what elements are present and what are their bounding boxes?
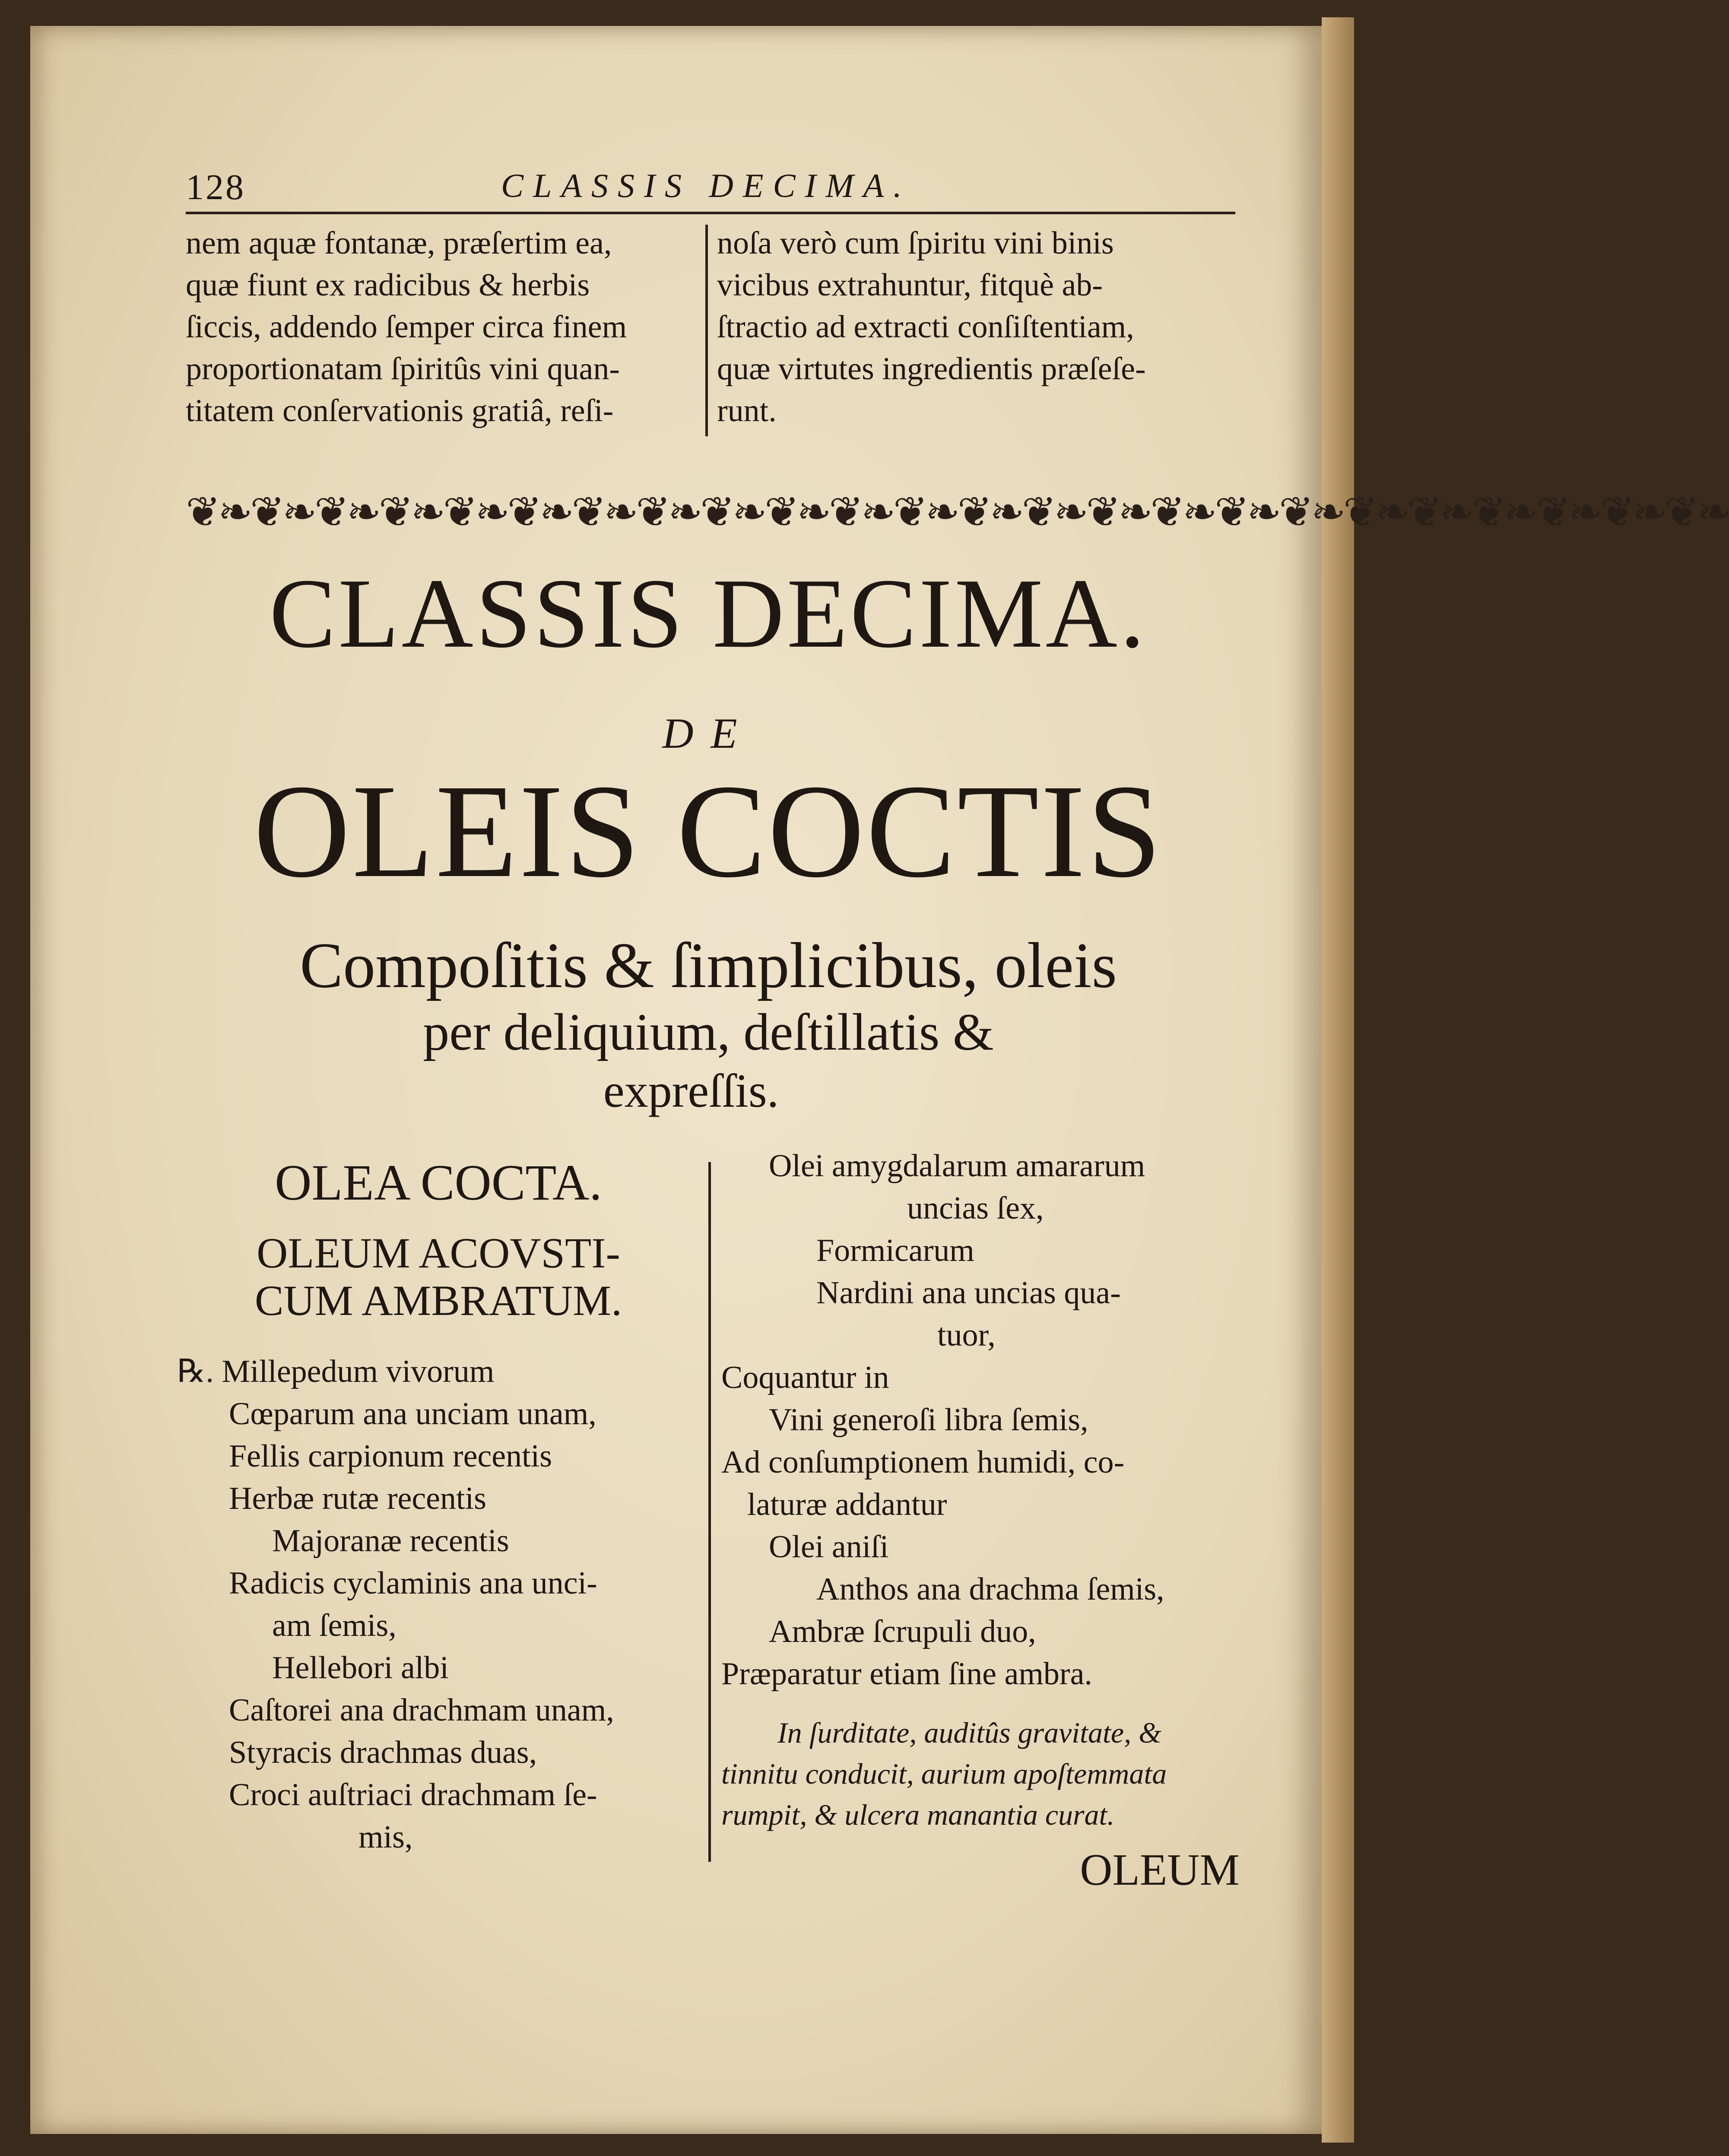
ingredient-line: ℞. Millepedum vivorum [177, 1354, 495, 1389]
ingredient-line: Croci auſtriaci drachmam ſe- [229, 1777, 597, 1813]
ingredient-line: Radicis cyclaminis ana unci- [229, 1565, 597, 1601]
recipe-right-column [721, 1145, 1240, 1896]
text-line: ſiccis, addendo ſemper circa finem [186, 309, 627, 345]
running-head [186, 166, 1231, 214]
ingredient-line: Anthos ana drachma ſemis, [816, 1572, 1164, 1607]
header-rule [186, 212, 1235, 214]
ingredient-line: Caſtorei ana drachmam unam, [229, 1692, 614, 1728]
heading-olea-cocta: OLEA COCTA. [275, 1154, 602, 1211]
text-line: vicibus extrahuntur, fitquè ab- [717, 267, 1103, 303]
ingredient-line: uncias ſex, [907, 1191, 1044, 1226]
note-line: rumpit, & ulcera manantia curat. [721, 1798, 1115, 1831]
ornament-icon: ❦❧❦❧❦❧❦❧❦❧❦❧❦❧❦❧❦❧❦❧❦❧❦❧❦❧❦❧❦❧❦❧❦❧❦❧❦❧❦❧❦❧❦❧❦❧❦❧ [186, 488, 1729, 536]
ingredient-line: Ambræ ſcrupuli duo, [769, 1614, 1036, 1649]
page-number: 128 [186, 167, 245, 207]
ingredient-line: Fellis carpionum recentis [229, 1438, 552, 1474]
text-line: runt. [717, 393, 777, 429]
section-main-title: OLEIS COCTIS [253, 757, 1164, 905]
ingredient-line: Herbæ rutæ recentis [229, 1481, 486, 1516]
running-title: CLASSIS DECIMA. [501, 167, 911, 204]
top-right-column [717, 222, 1240, 432]
heading-oleum-acousticum [177, 1229, 700, 1324]
heading-line: OLEUM ACOVSTI- [257, 1229, 620, 1277]
ingredient-line: laturæ addantur [747, 1487, 947, 1522]
text-line: quæ virtutes ingredientis præſeſe- [717, 351, 1146, 387]
ingredient-line: Majoranæ recentis [272, 1523, 509, 1559]
ingredient-line: am ſemis, [272, 1608, 397, 1643]
ingredient-line: mis, [358, 1819, 413, 1855]
ingredient-line: Cœparum ana unciam unam, [229, 1396, 596, 1432]
ingredient-list [721, 1145, 1240, 1695]
ingredient-line: Formicarum [816, 1233, 974, 1268]
lower-column-rule [708, 1162, 711, 1862]
ingredient-line: Hellebori albi [272, 1650, 449, 1686]
catchword: OLEUM [1080, 1845, 1240, 1895]
section-subtitle-1: Compoſitis & ſimplicibus, oleis [300, 930, 1117, 1001]
ingredient-line: Coquantur in [721, 1360, 889, 1395]
ingredient-line: Olei aniſi [769, 1529, 889, 1565]
usage-note [721, 1712, 1240, 1835]
ingredient-line: Styracis drachmas duas, [229, 1735, 537, 1770]
ingredient-list [177, 1350, 700, 1858]
section-subtitle-3: expreſſis. [603, 1064, 779, 1117]
ingredient-line: tuor, [937, 1318, 996, 1353]
heading-line: CUM AMBRATUM. [254, 1276, 622, 1324]
top-column-rule [705, 225, 708, 436]
text-line: nem aquæ fontanæ, præſertim ea, [186, 225, 612, 261]
ingredient-line: Præparatur etiam ſine ambra. [721, 1656, 1092, 1692]
section-title: CLASSIS DECIMA. [269, 558, 1148, 668]
ornamental-band [186, 488, 1729, 536]
text-line: titatem conſervationis gratiâ, reſi- [186, 393, 614, 429]
note-line: tinnitu conducit, aurium apoſtemmata [721, 1757, 1167, 1790]
section-subtitle-2: per deliquium, deſtillatis & [423, 1003, 994, 1061]
text-line: noſa verò cum ſpiritu vini binis [717, 225, 1114, 261]
text-line: quæ fiunt ex radicibus & herbis [186, 267, 590, 303]
ingredient-line: Vini generoſi libra ſemis, [769, 1402, 1088, 1438]
section-de: DE [662, 709, 755, 757]
text-line: ſtractio ad extracti conſiſtentiam, [717, 309, 1134, 345]
text-line: proportionatam ſpiritûs vini quan- [186, 351, 620, 387]
top-left-column [186, 222, 698, 432]
ingredient-line: Ad conſumptionem humidi, co- [721, 1445, 1125, 1480]
recipe-left-column [177, 1145, 700, 1858]
next-page-edge [1322, 17, 1354, 2143]
ingredient-line: Nardini ana uncias qua- [816, 1275, 1121, 1311]
note-line: In ſurditate, auditûs gravitate, & [777, 1716, 1161, 1749]
ingredient-line: Olei amygdalarum amararum [769, 1148, 1145, 1184]
